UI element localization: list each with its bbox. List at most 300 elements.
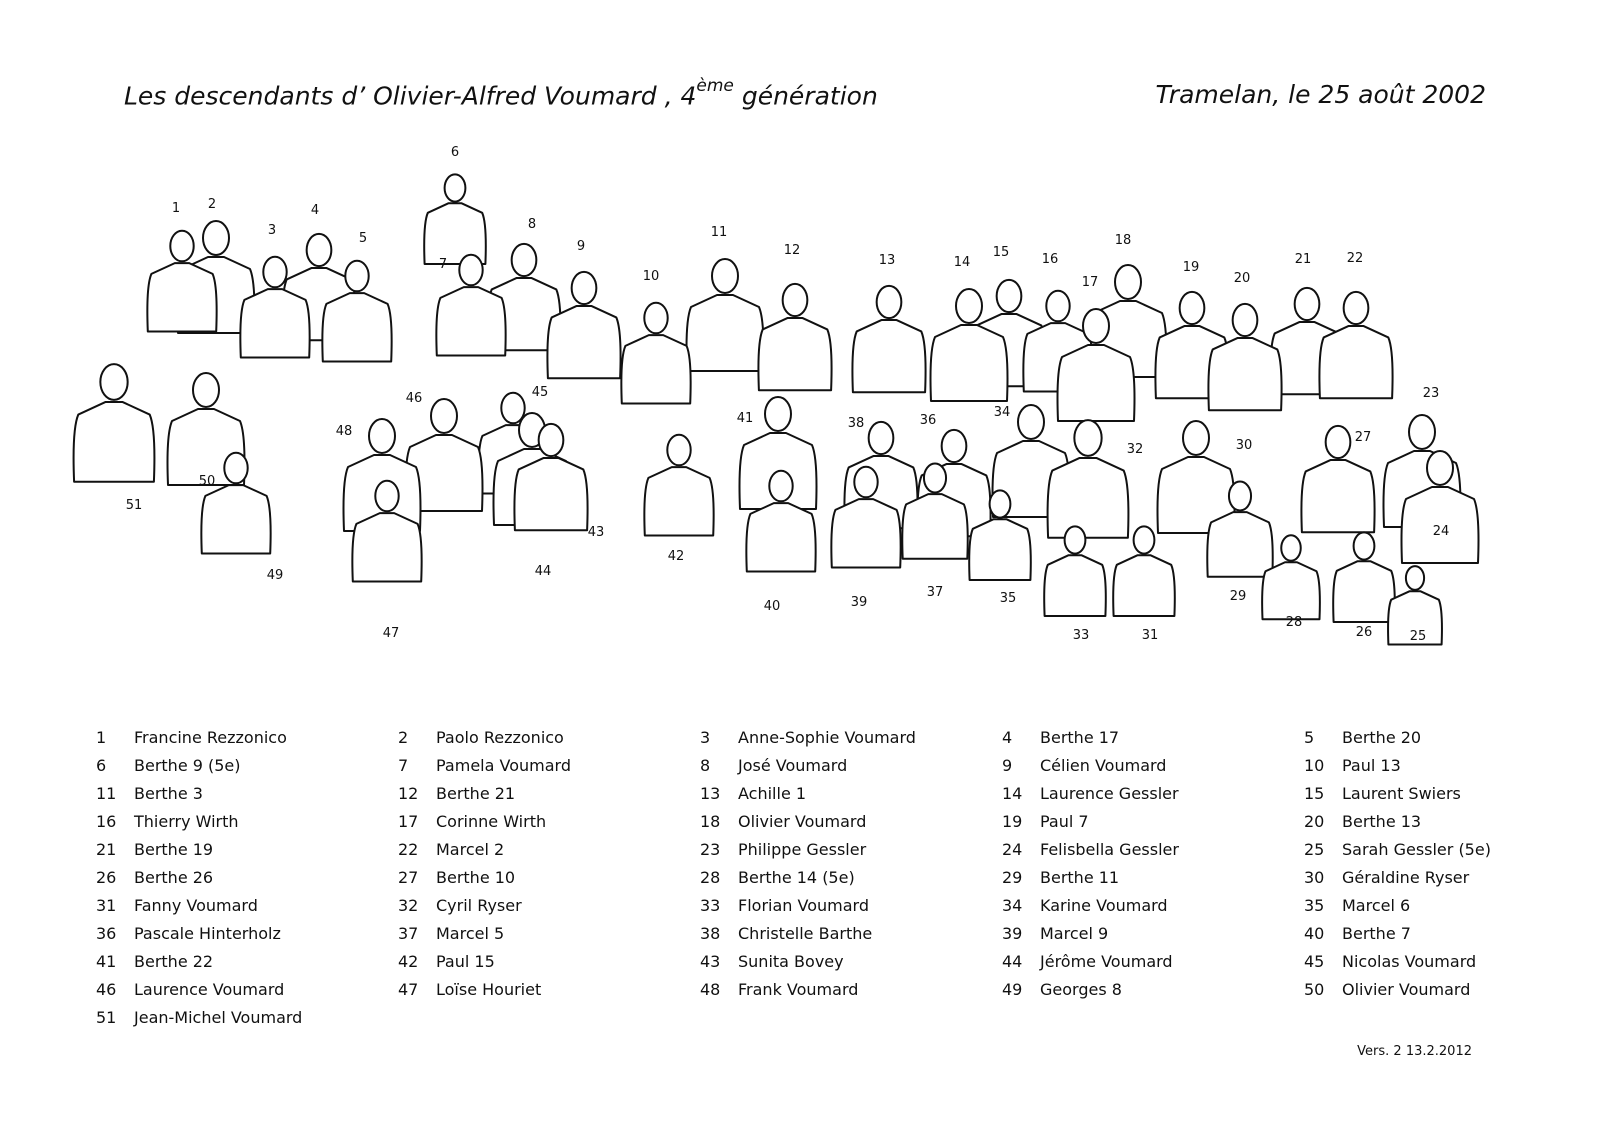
person-figure-12 — [758, 284, 831, 390]
legend-name: Georges 8 — [1040, 980, 1122, 999]
person-head — [193, 373, 219, 407]
legend-entry — [1002, 896, 1304, 924]
legend-name: Felisbella Gessler — [1040, 840, 1179, 859]
legend-number: 32 — [398, 896, 419, 915]
legend-number: 8 — [700, 756, 711, 775]
person-body — [74, 402, 155, 482]
legend-entry — [398, 728, 700, 756]
legend-entry — [96, 1008, 398, 1036]
legend-name: Laurent Swiers — [1342, 784, 1461, 803]
person-body — [240, 289, 309, 357]
legend-number: 36 — [96, 924, 117, 943]
legend-number: 24 — [1002, 840, 1023, 859]
legend-entry — [1304, 868, 1600, 896]
legend-entry — [1002, 756, 1304, 784]
person-head — [224, 453, 247, 484]
figure-number: 7 — [438, 257, 448, 272]
person-figure-20 — [1208, 304, 1281, 410]
legend-entry — [700, 728, 1002, 756]
person-body — [1058, 345, 1135, 421]
legend-number: 12 — [398, 784, 419, 803]
legend-number: 7 — [398, 756, 409, 775]
legend-number: 14 — [1002, 784, 1023, 803]
legend-number: 4 — [1002, 728, 1013, 747]
person-body — [1113, 555, 1175, 616]
person-figure-13 — [852, 286, 925, 392]
person-figure-51 — [74, 364, 155, 482]
legend-number: 46 — [96, 980, 117, 999]
person-head — [712, 259, 738, 293]
legend-number: 11 — [96, 784, 117, 803]
legend-list — [96, 728, 1600, 1036]
person-body — [831, 499, 900, 567]
figure-number: 4 — [310, 203, 320, 218]
figure-number: 46 — [405, 391, 423, 406]
legend-number: 26 — [96, 868, 117, 887]
person-figure-42 — [644, 435, 713, 536]
figure-number: 28 — [1285, 615, 1303, 630]
person-figure-10 — [621, 303, 690, 404]
figure-number: 31 — [1141, 628, 1159, 643]
legend-number: 38 — [700, 924, 721, 943]
figure-number: 51 — [125, 498, 143, 513]
person-head — [667, 435, 690, 466]
title-suffix: génération — [733, 81, 878, 111]
legend-entry — [398, 756, 700, 784]
legend-number: 16 — [96, 812, 117, 831]
legend-name: Jean-Michel Voumard — [134, 1008, 303, 1027]
legend-name: Karine Voumard — [1040, 896, 1168, 915]
legend-name: Berthe 3 — [134, 784, 203, 803]
legend-entry — [398, 840, 700, 868]
figure-number: 25 — [1409, 629, 1427, 644]
figure-number: 6 — [450, 145, 460, 160]
legend-name: Sarah Gessler (5e) — [1342, 840, 1491, 859]
legend-entry — [1002, 924, 1304, 952]
legend-entry — [96, 868, 398, 896]
person-figure-31 — [1113, 526, 1175, 616]
person-body — [1044, 555, 1106, 616]
legend-number: 10 — [1304, 756, 1325, 775]
person-head — [765, 397, 791, 431]
person-head — [1354, 532, 1375, 559]
legend-entry — [96, 784, 398, 812]
legend-name: Paul 13 — [1342, 756, 1401, 775]
version-note: Vers. 2 13.2.2012 — [1357, 1044, 1472, 1059]
legend-name: Christelle Barthe — [738, 924, 873, 943]
legend-number: 50 — [1304, 980, 1325, 999]
figure-number: 44 — [534, 564, 552, 579]
legend-name: Berthe 19 — [134, 840, 214, 859]
legend-name: Philippe Gessler — [738, 840, 867, 859]
legend-name: Berthe 26 — [134, 868, 214, 887]
legend-entry — [96, 812, 398, 840]
figure-number: 3 — [267, 223, 277, 238]
person-body — [436, 287, 505, 355]
figure-number: 35 — [999, 591, 1017, 606]
legend-number: 6 — [96, 756, 107, 775]
legend-number: 25 — [1304, 840, 1325, 859]
figure-number: 49 — [266, 568, 284, 583]
legend-number: 48 — [700, 980, 721, 999]
legend-number: 17 — [398, 812, 419, 831]
figure-number: 37 — [926, 585, 944, 600]
figure-number: 17 — [1081, 275, 1099, 290]
legend-name: Berthe 10 — [436, 868, 516, 887]
legend-number: 29 — [1002, 868, 1023, 887]
person-body — [969, 519, 1031, 580]
figure-number: 38 — [847, 416, 865, 431]
person-body — [1207, 512, 1272, 577]
figure-number: 14 — [953, 255, 971, 270]
legend-entry — [1002, 812, 1304, 840]
place-date: Tramelan, le 25 août 2002 — [1155, 80, 1486, 109]
person-body — [322, 293, 391, 361]
figure-number: 36 — [919, 413, 937, 428]
person-head — [1083, 309, 1109, 343]
figure-number: 42 — [667, 549, 685, 564]
legend-name: Paolo Rezzonico — [436, 728, 564, 747]
legend-entry — [1002, 952, 1304, 980]
person-body — [902, 494, 967, 559]
figure-number: 30 — [1235, 438, 1253, 453]
figure-outlines — [74, 174, 1479, 644]
legend-name: Berthe 20 — [1342, 728, 1422, 747]
legend-entry — [398, 896, 700, 924]
legend-name: Berthe 13 — [1342, 812, 1422, 831]
legend-name: Pascale Hinterholz — [134, 924, 281, 943]
legend-number: 28 — [700, 868, 721, 887]
legend-name: Pamela Voumard — [436, 756, 571, 775]
legend-name: Corinne Wirth — [436, 812, 547, 831]
legend-name: Fanny Voumard — [134, 896, 258, 915]
person-head — [997, 280, 1022, 312]
person-head — [644, 303, 667, 334]
legend-name: Laurence Voumard — [134, 980, 285, 999]
legend-entry — [700, 812, 1002, 840]
legend-name: Jérôme Voumard — [1040, 952, 1173, 971]
legend-number: 30 — [1304, 868, 1325, 887]
person-head — [1344, 292, 1369, 324]
person-body — [644, 467, 713, 535]
legend-entry — [1304, 896, 1600, 924]
legend-entry — [700, 756, 1002, 784]
legend-entry — [1304, 952, 1600, 980]
legend-name: Berthe 21 — [436, 784, 516, 803]
person-body — [547, 306, 620, 378]
legend-number: 15 — [1304, 784, 1325, 803]
legend-number: 3 — [700, 728, 711, 747]
person-head — [1295, 288, 1320, 320]
legend-number: 9 — [1002, 756, 1013, 775]
person-head — [1046, 291, 1069, 322]
legend-name: Francine Rezzonico — [134, 728, 287, 747]
legend-name: Marcel 9 — [1040, 924, 1109, 943]
legend-entry — [1304, 980, 1600, 1008]
legend-name: Célien Voumard — [1040, 756, 1167, 775]
person-body — [514, 458, 587, 530]
legend-name: Géraldine Ryser — [1342, 868, 1470, 887]
legend-entry — [1304, 784, 1600, 812]
person-figure-9 — [547, 272, 620, 378]
person-body — [1301, 460, 1374, 532]
figure-number: 34 — [993, 405, 1011, 420]
figure-number: 40 — [763, 599, 781, 614]
legend-entry — [398, 868, 700, 896]
person-body — [1262, 562, 1320, 619]
person-head — [100, 364, 127, 400]
figure-number: 33 — [1072, 628, 1090, 643]
legend-name: Berthe 11 — [1040, 868, 1120, 887]
legend-entry — [398, 784, 700, 812]
figure-number: 13 — [878, 253, 896, 268]
figure-number: 18 — [1114, 233, 1132, 248]
figure-number: 45 — [531, 385, 549, 400]
figure-number: 23 — [1422, 386, 1440, 401]
person-figure-11 — [687, 259, 764, 371]
person-figure-33 — [1044, 526, 1106, 616]
legend-number: 33 — [700, 896, 721, 915]
title-superscript: ème — [696, 76, 734, 96]
legend-entry — [398, 980, 700, 1008]
person-body — [687, 295, 764, 371]
legend-number: 23 — [700, 840, 721, 859]
person-body — [931, 325, 1008, 401]
person-figure-26 — [1333, 532, 1395, 622]
person-head — [1074, 420, 1101, 456]
legend-name: Frank Voumard — [738, 980, 859, 999]
person-body — [1208, 338, 1281, 410]
legend-number: 5 — [1304, 728, 1315, 747]
legend-entry — [96, 840, 398, 868]
legend-entry — [700, 784, 1002, 812]
legend-entry — [1304, 924, 1600, 952]
person-head — [1134, 526, 1155, 553]
document-title — [124, 76, 878, 111]
figure-number: 48 — [335, 424, 353, 439]
person-head — [539, 424, 564, 456]
person-head — [1183, 421, 1209, 455]
legend-name: Florian Voumard — [738, 896, 869, 915]
person-head — [769, 471, 792, 502]
person-body — [201, 485, 270, 553]
legend-name: Laurence Gessler — [1040, 784, 1179, 803]
legend-number: 44 — [1002, 952, 1023, 971]
person-head — [1018, 405, 1044, 439]
legend-entry — [1002, 980, 1304, 1008]
person-head — [1281, 535, 1301, 561]
person-head — [307, 234, 332, 266]
legend-name: Olivier Voumard — [1342, 980, 1471, 999]
figure-number: 5 — [358, 231, 368, 246]
figure-number: 26 — [1355, 625, 1373, 640]
person-head — [990, 490, 1011, 517]
person-body — [758, 318, 831, 390]
legend-number: 51 — [96, 1008, 117, 1027]
legend-entry — [700, 924, 1002, 952]
legend-number: 49 — [1002, 980, 1023, 999]
legend-entry — [700, 896, 1002, 924]
legend-name: Achille 1 — [738, 784, 807, 803]
legend-number: 20 — [1304, 812, 1325, 831]
legend-name: José Voumard — [738, 756, 848, 775]
legend-entry — [96, 728, 398, 756]
person-head — [1409, 415, 1435, 449]
legend-entry — [398, 924, 700, 952]
figure-number: 24 — [1432, 524, 1450, 539]
legend-entry — [1002, 868, 1304, 896]
legend-number: 37 — [398, 924, 419, 943]
legend-name: Marcel 5 — [436, 924, 505, 943]
legend-entry — [1304, 840, 1600, 868]
legend-name: Paul 7 — [1040, 812, 1089, 831]
person-head — [369, 419, 395, 453]
person-head — [263, 257, 286, 288]
person-head — [783, 284, 808, 316]
figure-number: 10 — [642, 269, 660, 284]
person-figure-14 — [931, 289, 1008, 401]
person-figure-32 — [1048, 420, 1129, 538]
legend-entry — [700, 868, 1002, 896]
legend-entry — [96, 952, 398, 980]
person-head — [512, 244, 537, 276]
legend-number: 43 — [700, 952, 721, 971]
legend-entry — [1304, 756, 1600, 784]
person-head — [1427, 451, 1453, 485]
figure-number: 19 — [1182, 260, 1200, 275]
figure-number: 29 — [1229, 589, 1247, 604]
person-head — [1406, 566, 1424, 590]
figure-number: 22 — [1346, 251, 1364, 266]
legend-number: 39 — [1002, 924, 1023, 943]
legend-number: 31 — [96, 896, 117, 915]
legend-number: 18 — [700, 812, 721, 831]
legend-entry — [1002, 728, 1304, 756]
person-head — [1229, 482, 1251, 511]
person-head — [1180, 292, 1205, 324]
legend-number: 21 — [96, 840, 117, 859]
person-figure-6 — [424, 174, 486, 264]
legend-name: Thierry Wirth — [134, 812, 239, 831]
legend-number: 22 — [398, 840, 419, 859]
figure-number: 12 — [783, 243, 801, 258]
legend-number: 2 — [398, 728, 409, 747]
legend-number: 47 — [398, 980, 419, 999]
legend-name: Berthe 17 — [1040, 728, 1120, 747]
legend-name: Olivier Voumard — [738, 812, 867, 831]
legend-name: Paul 15 — [436, 952, 495, 971]
figure-number: 32 — [1126, 442, 1144, 457]
legend-entry — [96, 896, 398, 924]
legend-name: Berthe 22 — [134, 952, 214, 971]
person-head — [956, 289, 982, 323]
person-head — [1233, 304, 1258, 336]
person-head — [924, 464, 946, 493]
person-head — [942, 430, 967, 462]
person-head — [431, 399, 457, 433]
person-head — [1115, 265, 1141, 299]
figure-number: 11 — [710, 225, 728, 240]
legend-name: Marcel 2 — [436, 840, 505, 859]
person-head — [375, 481, 398, 512]
figure-number: 1 — [171, 201, 181, 216]
person-figure-22 — [1319, 292, 1392, 398]
figure-number: 8 — [527, 217, 537, 232]
legend-entry — [700, 952, 1002, 980]
legend-name: Sunita Bovey — [738, 952, 844, 971]
legend-number: 19 — [1002, 812, 1023, 831]
legend-number: 41 — [96, 952, 117, 971]
legend-name: Loïse Houriet — [436, 980, 542, 999]
person-body — [621, 335, 690, 403]
person-head — [459, 255, 482, 286]
legend-entry — [700, 980, 1002, 1008]
figure-number: 2 — [207, 197, 217, 212]
legend-number: 35 — [1304, 896, 1325, 915]
legend-entry — [1304, 728, 1600, 756]
legend-entry — [1002, 784, 1304, 812]
figure-number: 43 — [587, 525, 605, 540]
person-head — [445, 174, 466, 201]
person-head — [203, 221, 229, 255]
legend-number: 1 — [96, 728, 107, 747]
figure-number: 15 — [992, 245, 1010, 260]
legend-name: Berthe 14 (5e) — [738, 868, 855, 887]
legend-number: 34 — [1002, 896, 1023, 915]
person-body — [746, 503, 815, 571]
person-body — [147, 263, 216, 331]
person-head — [869, 422, 894, 454]
group-sketch — [0, 120, 1600, 680]
person-body — [424, 203, 486, 264]
legend-entry — [1002, 840, 1304, 868]
legend-name: Marcel 6 — [1342, 896, 1411, 915]
legend-number: 27 — [398, 868, 419, 887]
legend-name: Berthe 9 (5e) — [134, 756, 241, 775]
person-head — [170, 231, 193, 262]
person-body — [1333, 561, 1395, 622]
figure-number: 47 — [382, 626, 400, 641]
legend-name: Berthe 7 — [1342, 924, 1411, 943]
figure-number: 16 — [1041, 252, 1059, 267]
legend-entry — [1304, 812, 1600, 840]
figure-number: 21 — [1294, 252, 1312, 267]
person-head — [572, 272, 597, 304]
legend-number: 42 — [398, 952, 419, 971]
legend-entry — [398, 812, 700, 840]
person-head — [1065, 526, 1086, 553]
legend-number: 45 — [1304, 952, 1325, 971]
figure-number: 50 — [198, 474, 216, 489]
legend-entry — [96, 924, 398, 952]
person-head — [345, 261, 368, 292]
figure-number: 20 — [1233, 271, 1251, 286]
figure-number: 41 — [736, 411, 754, 426]
figure-number: 9 — [576, 239, 586, 254]
figure-number: 39 — [850, 595, 868, 610]
person-head — [1326, 426, 1351, 458]
person-body — [352, 513, 421, 581]
legend-number: 40 — [1304, 924, 1325, 943]
legend-name: Nicolas Voumard — [1342, 952, 1477, 971]
person-body — [1048, 458, 1129, 538]
person-body — [852, 320, 925, 392]
legend-entry — [96, 756, 398, 784]
legend-entry — [96, 980, 398, 1008]
legend-number: 13 — [700, 784, 721, 803]
figure-number: 27 — [1354, 430, 1372, 445]
legend-name: Anne-Sophie Voumard — [738, 728, 916, 747]
